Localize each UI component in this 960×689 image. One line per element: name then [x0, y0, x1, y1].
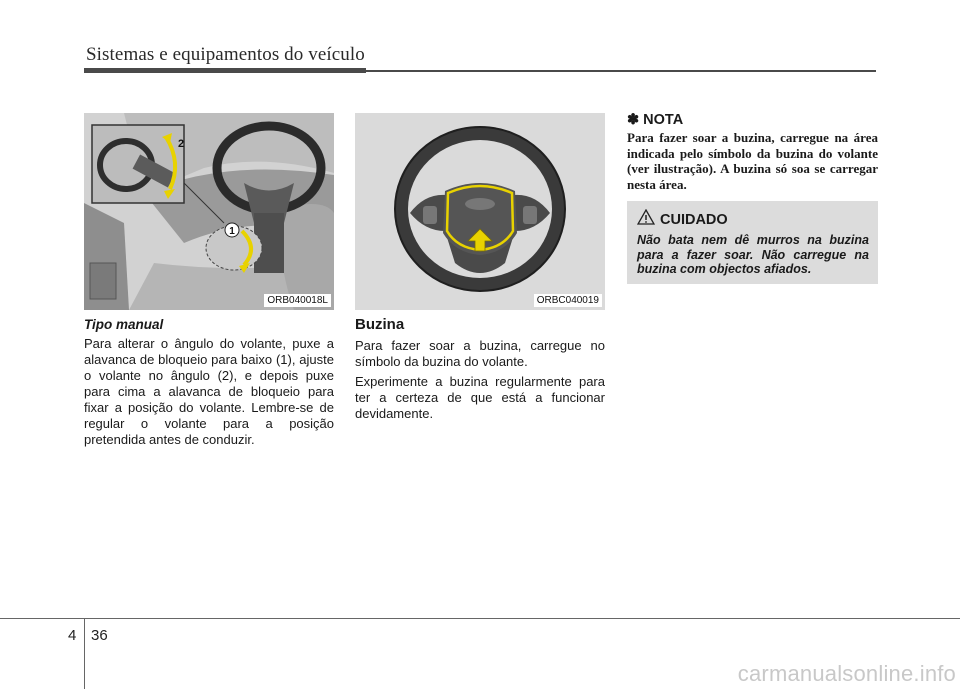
watermark: carmanualsonline.info	[737, 661, 956, 686]
paragraph: Experimente a buzina regularmente para ter a certeza de que está a funcionar devidamente.	[355, 374, 605, 421]
callout-1: 1	[229, 226, 235, 237]
warning-triangle-icon	[637, 209, 655, 230]
caution-box	[627, 201, 878, 284]
section-title: Buzina	[355, 316, 405, 333]
caution-title: CUIDADO	[660, 211, 728, 228]
callout-2: 2	[178, 138, 185, 150]
section-subtitle: Tipo manual	[84, 317, 164, 332]
header-rule	[84, 68, 366, 73]
note-title: ✽ NOTA	[627, 112, 684, 128]
steering-wheel-illustration	[355, 113, 605, 310]
paragraph: Para alterar o ângulo do volante, puxe a alavanca de bloqueio para baixo (1), ajuste o volante no ângulo (2), e depois puxe para cima a alavanca de bloqueio para fixar a posição do volante. Lembre-se de regular o volante para a posição pretendida antes de conduzir.	[84, 336, 334, 447]
section-tilt-steering	[84, 317, 334, 452]
page-number: 36	[91, 627, 108, 644]
figure-code: ORBC040019	[534, 294, 602, 307]
tilt-steering-illustration	[84, 113, 334, 310]
caution-header	[637, 209, 869, 230]
figure-tilt-steering	[84, 113, 334, 310]
note-box	[627, 112, 878, 192]
note-text: Para fazer soar a buzina, carregue na área indicada pelo símbolo da buzina do volante (ver ilustração). A buzina só soa se carregar nesta área.	[627, 130, 878, 192]
header-rule-thin	[366, 70, 876, 72]
section-horn	[355, 317, 605, 426]
footer-divider	[84, 618, 85, 689]
chapter-number: 4	[68, 627, 77, 644]
paragraph: Para fazer soar a buzina, carregue no símbolo da buzina do volante.	[355, 338, 605, 369]
footer-rule	[0, 618, 960, 619]
figure-steering-horn	[355, 113, 605, 310]
caution-text: Não bata nem dê murros na buzina para a fazer soar. Não carregue na buzina com objectos afiados.	[637, 233, 869, 276]
page-title: Sistemas e equipamentos do veículo	[86, 44, 365, 65]
figure-code: ORB040018L	[264, 294, 331, 307]
